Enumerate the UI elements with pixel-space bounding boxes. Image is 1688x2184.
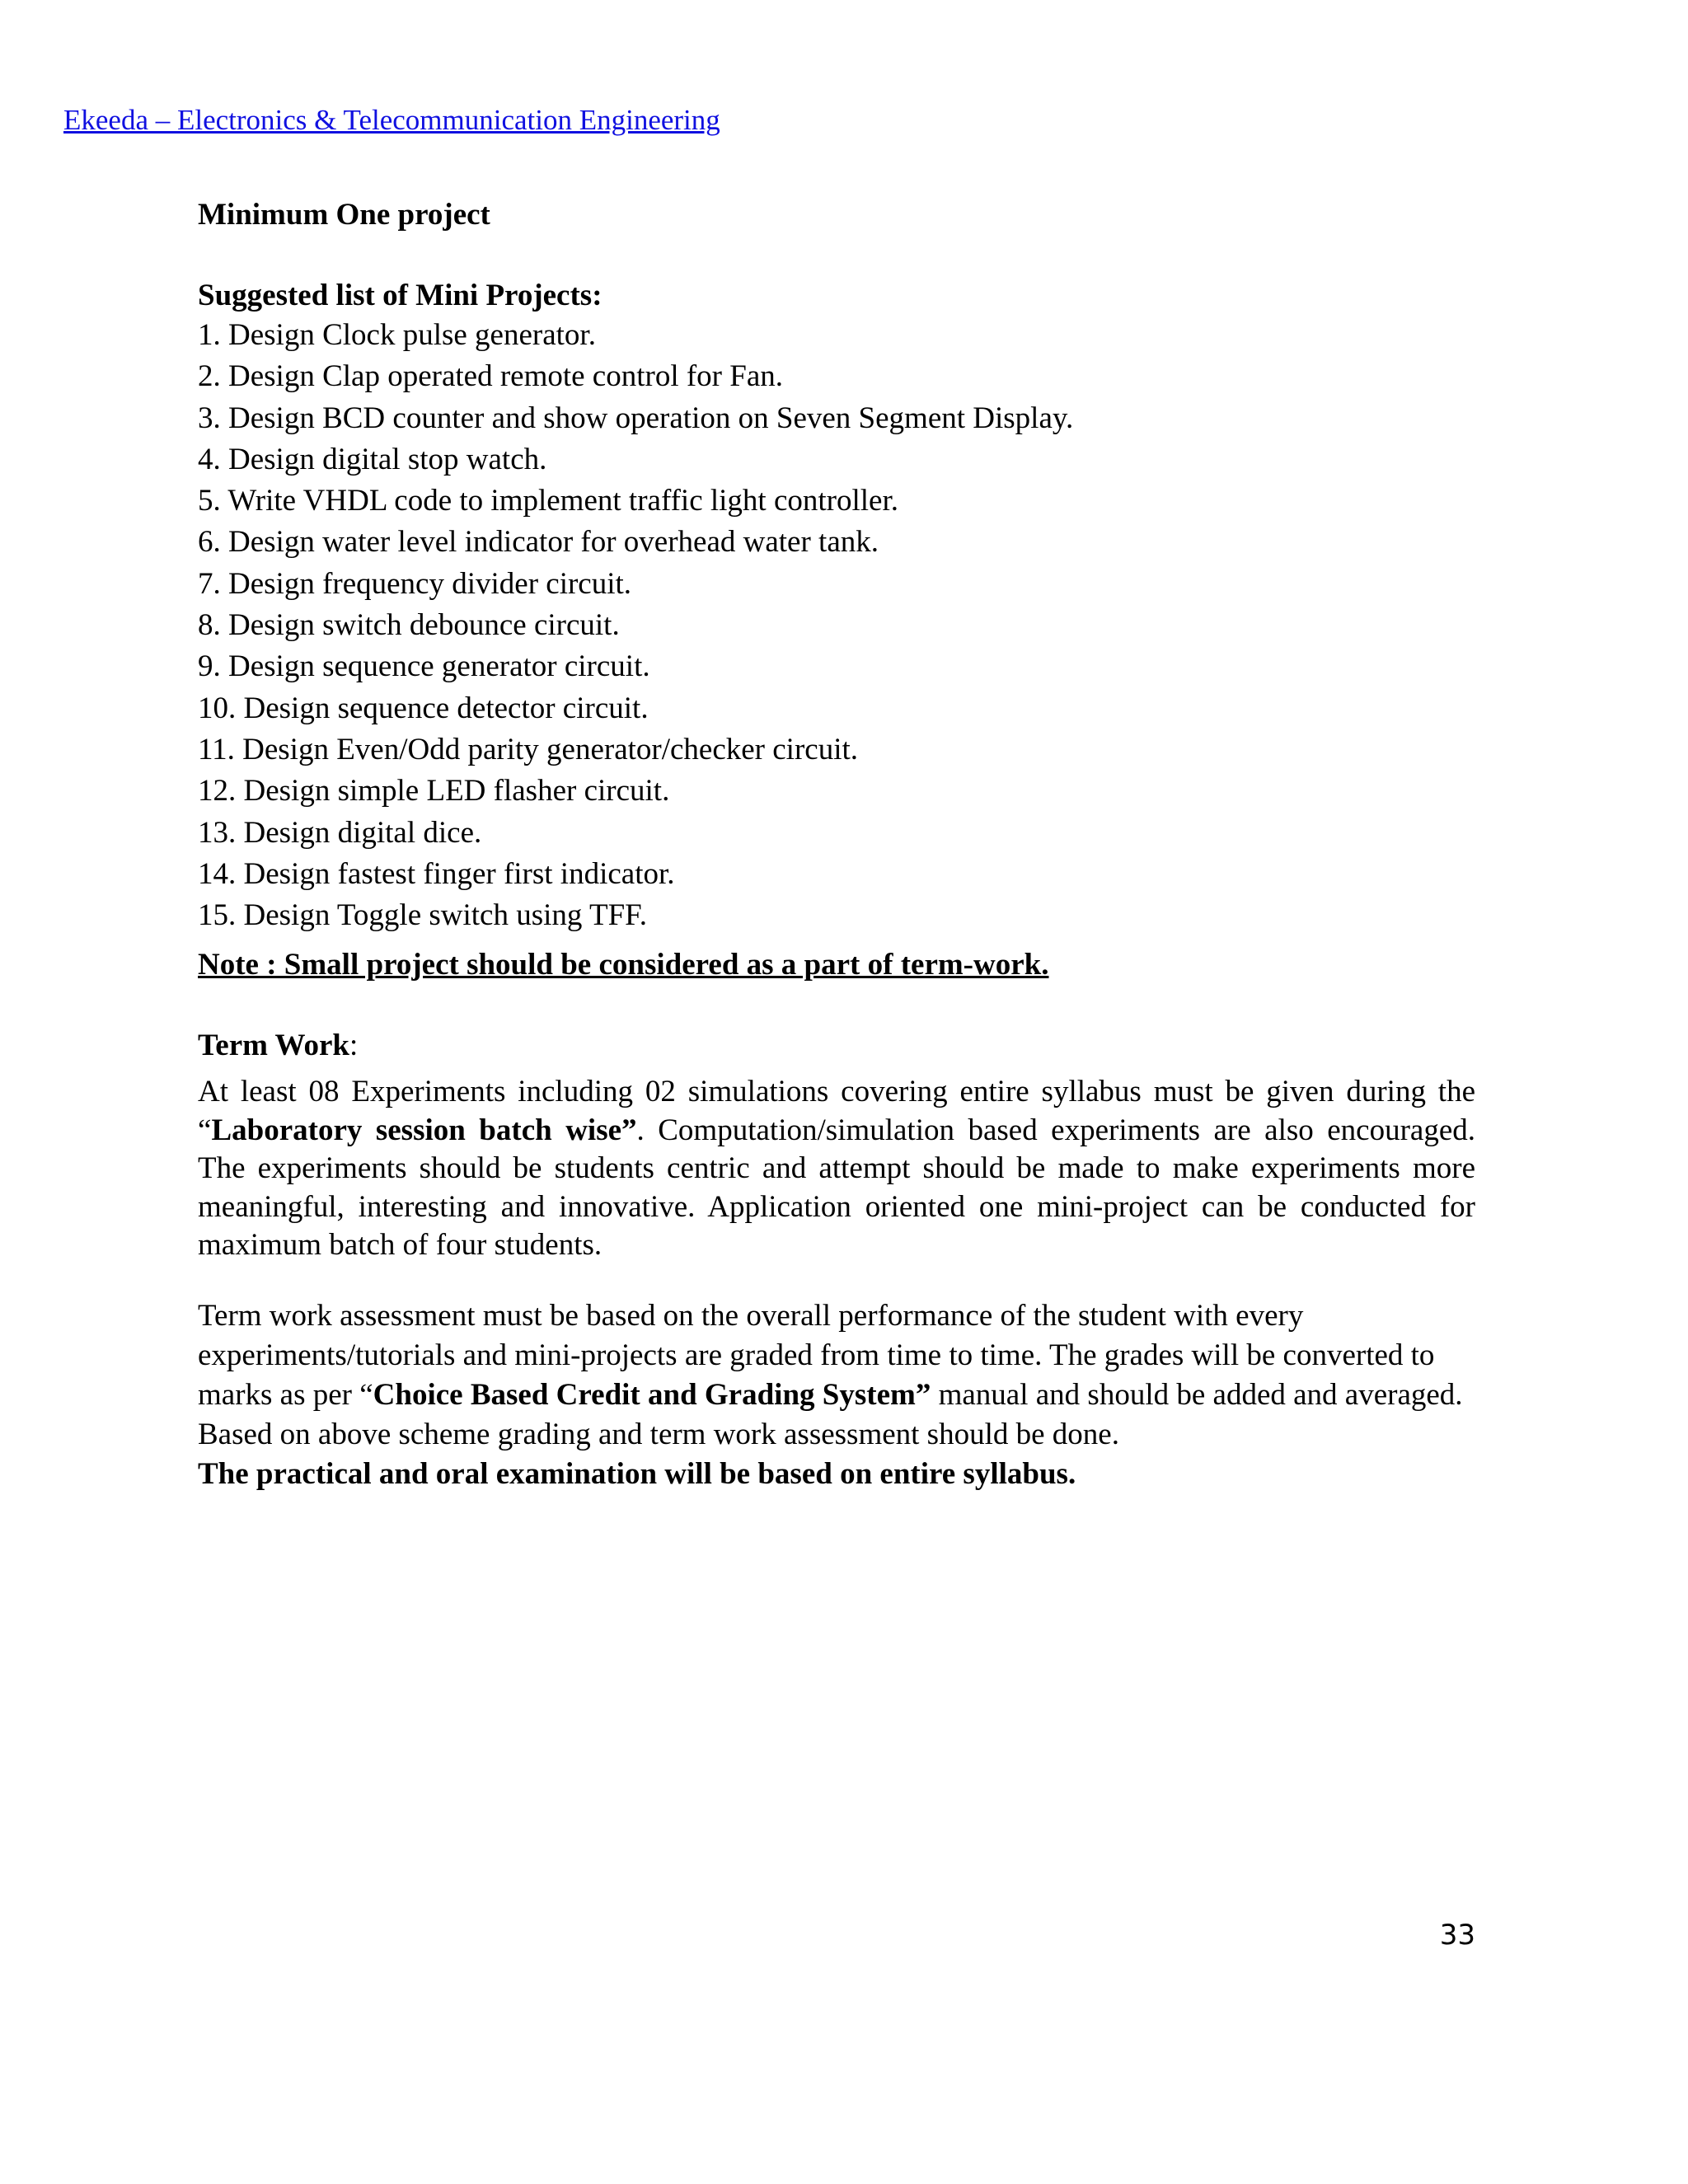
paragraph-2-bold-phrase: Choice Based Credit and Grading System” [373, 1377, 931, 1412]
paragraph-1-text-start: At least 08 Experiments including 02 simulations covering entire syllabus must be given during the “ [198, 1075, 1475, 1147]
list-item: 8. Design switch debounce circuit. [198, 608, 620, 643]
list-item: 15. Design Toggle switch using TFF. [198, 898, 648, 933]
paragraph-1-bold-phrase: Laboratory session batch wise” [211, 1113, 637, 1147]
examination-statement: The practical and oral examination will be based on entire syllabus. [198, 1456, 1076, 1491]
list-item: 11. Design Even/Odd parity generator/checker circuit. [198, 732, 859, 766]
suggested-projects-heading: Suggested list of Mini Projects: [198, 279, 603, 312]
term-work-heading-bold: Term Work [198, 1029, 349, 1063]
list-item: 10. Design sequence detector circuit. [198, 691, 649, 725]
minimum-project-heading: Minimum One project [198, 198, 490, 232]
list-item: 5. Write VHDL code to implement traffic light controller. [198, 484, 898, 518]
list-item: 6. Design water level indicator for overhead water tank. [198, 525, 879, 560]
list-item: 14. Design fastest finger first indicator. [198, 856, 675, 891]
list-item: 9. Design sequence generator circuit. [198, 649, 650, 684]
page-number: 33 [1439, 1919, 1475, 1952]
page-content [198, 196, 1475, 1494]
term-work-note: Note : Small project should be considered as a part of term-work. [198, 948, 1049, 982]
paragraph-1-text-end: . Computation/simulation based experiments are also encouraged. The experiments should be students centric and attempt should be made to make experiments more meaningful, interesting and innovative. Application oriented one mini-project can be conducted for maximum batch of four students. [198, 1113, 1475, 1263]
list-item: 7. Design frequency divider circuit. [198, 566, 632, 601]
header-link[interactable]: Ekeeda – Electronics & Telecommunication Engineering [63, 104, 720, 136]
list-item: 3. Design BCD counter and show operation on Seven Segment Display. [198, 401, 1074, 435]
project-list [198, 315, 1475, 936]
term-work-heading [198, 1025, 1475, 1066]
term-work-paragraph-2 [198, 1296, 1475, 1494]
list-item: 2. Design Clap operated remote control for Fan. [198, 359, 783, 394]
list-item: 13. Design digital dice. [198, 815, 482, 850]
list-item: 12. Design simple LED flasher circuit. [198, 774, 670, 808]
paragraph-2-text-start: Term work assessment must be based on the overall performance of the student with every experiments/tutorials and mini-projects are graded from time to time. The grades will be converted to marks as per “ [198, 1298, 1435, 1412]
paragraph-2-text-end: manual and should be added and averaged. Based on above scheme grading and term work assessment should be done. [198, 1377, 1463, 1451]
list-item: 4. Design digital stop watch. [198, 442, 547, 476]
term-work-paragraph-1 [198, 1073, 1475, 1265]
list-item: 1. Design Clock pulse generator. [198, 318, 596, 352]
term-work-heading-colon: : [349, 1029, 359, 1063]
